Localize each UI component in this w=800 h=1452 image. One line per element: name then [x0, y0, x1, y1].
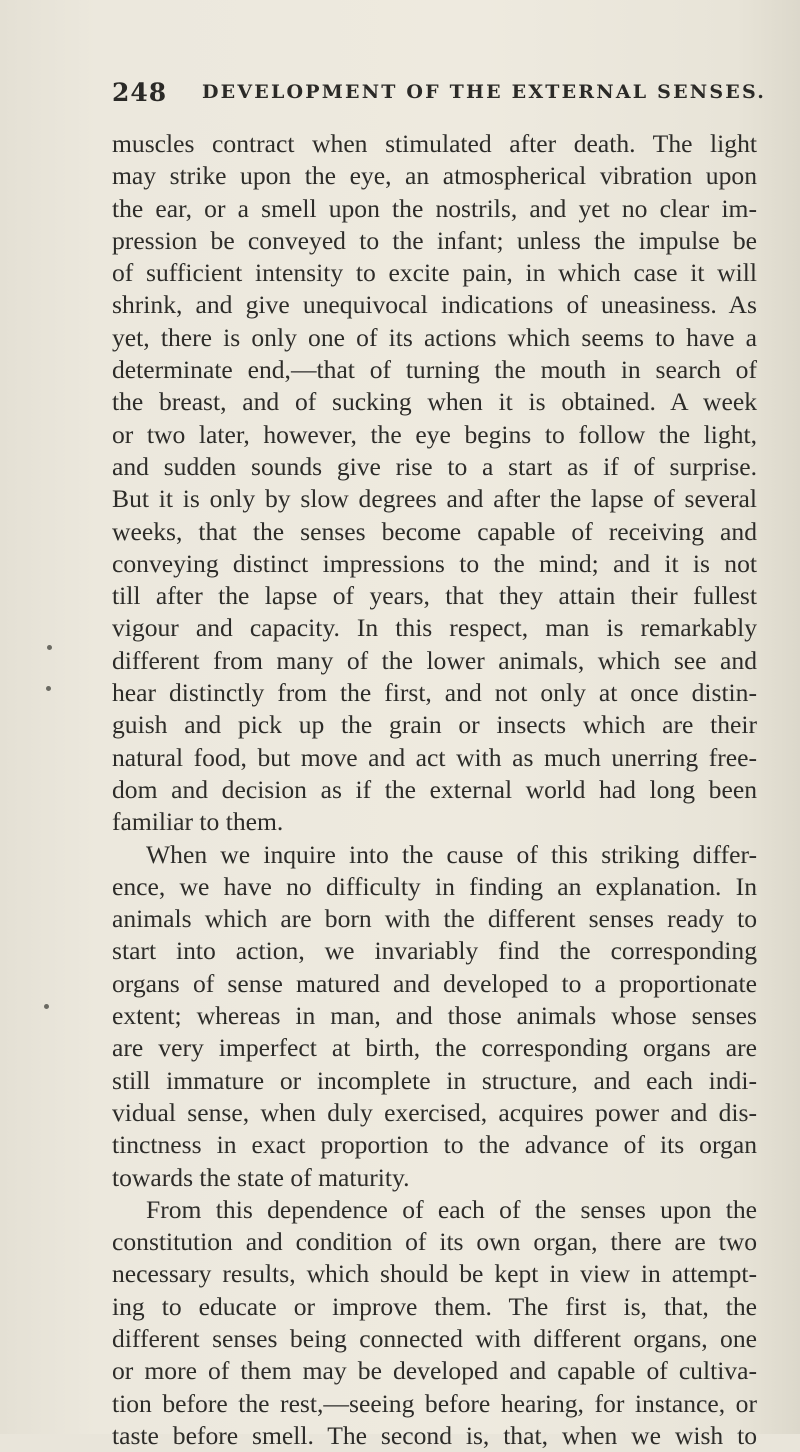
page-number: 248 — [112, 78, 168, 107]
text-line: different from many of the lower animals, which see and — [112, 645, 757, 675]
text-line: guish and pick up the grain or insects which are their — [112, 710, 757, 740]
text-line: taste before smell. The second is, that, when we wish to — [112, 1420, 757, 1450]
text-line: vigour and capacity. In this respect, man is remarkably — [112, 613, 757, 643]
text-line: vidual sense, when duly exercised, acquires power and dis- — [112, 1097, 757, 1127]
text-line: ing to educate or improve them. The first is, that, the — [112, 1291, 757, 1321]
text-line: necessary results, which should be kept in view in attempt- — [112, 1259, 757, 1289]
text-line: muscles contract when stimulated after death. The light — [112, 129, 757, 158]
text-line: of sufficient intensity to excite pain, in which case it will — [112, 258, 757, 288]
paragraph-end-line: familiar to them. — [112, 807, 284, 837]
text-line: hear distinctly from the first, and not only at once distin- — [112, 678, 757, 708]
text-line: different senses being connected with different organs, one — [112, 1323, 757, 1353]
text-line: till after the lapse of years, that they attain their fullest — [112, 581, 757, 611]
text-line: may strike upon the eye, an atmospherical vibration upon — [112, 161, 757, 191]
text-line: shrink, and give unequivocal indications of uneasiness. As — [112, 290, 757, 320]
text-line: pression be conveyed to the infant; unless the impulse be — [112, 225, 757, 255]
running-head — [112, 78, 767, 116]
text-line: constitution and condition of its own organ, there are two — [112, 1227, 757, 1257]
text-line: or two later, however, the eye begins to follow the light, — [112, 419, 757, 449]
text-line: the ear, or a smell upon the nostrils, and yet no clear im- — [112, 193, 757, 223]
paper-speck — [47, 645, 52, 650]
text-line: yet, there is only one of its actions which seems to have a — [112, 322, 757, 352]
text-line: extent; whereas in man, and those animals whose senses — [112, 1001, 757, 1031]
paper-speck — [46, 686, 51, 691]
text-line: weeks, that the senses become capable of receiving and — [112, 516, 757, 546]
text-line: tinctness in exact proportion to the advance of its organ — [112, 1130, 757, 1160]
text-line: conveying distinct impressions to the mind; and it is not — [112, 548, 757, 578]
text-line: animals which are born with the different senses ready to — [112, 904, 757, 934]
text-line: natural food, but move and act with as much unerring free- — [112, 742, 757, 772]
paragraph-start-line: From this dependence of each of the senses upon the — [146, 1194, 757, 1224]
text-line: tion before the rest,—seeing before hearing, for instance, or — [112, 1388, 757, 1418]
text-line: are very imperfect at birth, the corresponding organs are — [112, 1033, 757, 1063]
paragraph-end-line: towards the state of maturity. — [112, 1162, 410, 1192]
text-line: dom and decision as if the external world had long been — [112, 774, 757, 804]
text-line: start into action, we invariably find the corresponding — [112, 936, 757, 966]
paragraph-start-line: When we inquire into the cause of this striking differ- — [146, 839, 757, 869]
text-line: ence, we have no difficulty in finding an explanation. In — [112, 871, 757, 901]
paper-speck — [44, 1004, 49, 1009]
running-title: DEVELOPMENT OF THE EXTERNAL SENSES. — [202, 81, 767, 103]
text-line: organs of sense matured and developed to a proportionate — [112, 968, 757, 998]
text-line: still immature or incomplete in structure, and each indi- — [112, 1065, 757, 1095]
text-line: the breast, and of sucking when it is obtained. A week — [112, 387, 757, 417]
text-line: But it is only by slow degrees and after the lapse of several — [112, 484, 757, 514]
text-line: or more of them may be developed and capable of cultiva- — [112, 1356, 757, 1386]
text-line: determinate end,—that of turning the mouth in search of — [112, 355, 757, 385]
text-line: and sudden sounds give rise to a start as if of surprise. — [112, 451, 757, 481]
body-text — [112, 128, 757, 1452]
